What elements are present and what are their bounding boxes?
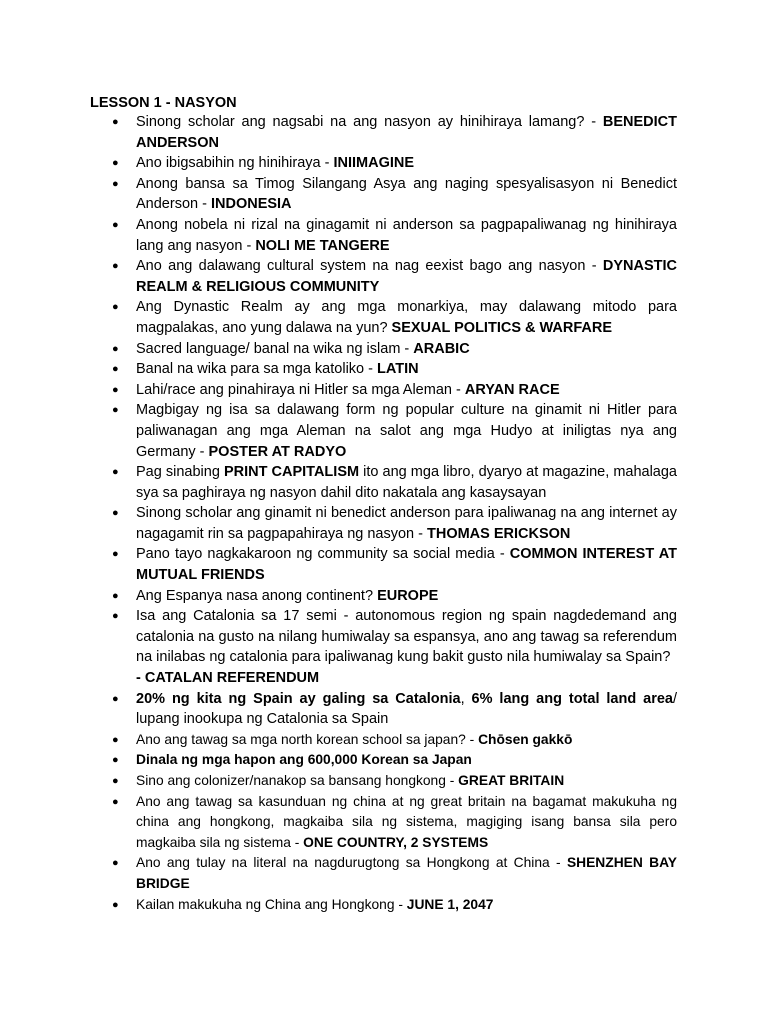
list-item (112, 297, 677, 338)
bullet-icon: ● (112, 898, 119, 911)
answer-text: EUROPE (377, 587, 439, 604)
answer-text: INDONESIA (210, 196, 292, 213)
list-item (112, 462, 678, 503)
question-text: Kailan makukuha ng China ang Hongkong - (136, 896, 407, 912)
list-item (112, 503, 677, 544)
question-text: Anong bansa sa Timog Silangang Asya ang naging spesyalisasyon ni Benedict Anderson - (136, 175, 677, 213)
answer-text: ARABIC (413, 340, 470, 357)
question-text: Ano ang dalawang cultural system na nag eexist bago ang nasyon - (136, 258, 603, 275)
list-item (112, 853, 678, 894)
question-text: Pano tayo nagkakaroon ng community sa social media - (136, 546, 510, 563)
bullet-icon: ● (112, 857, 119, 870)
bullet-icon: ● (112, 342, 119, 355)
list-item (112, 380, 677, 401)
answer-text: PRINT CAPITALISM (223, 464, 360, 481)
question-text-continued: / lupang inookupa ng Catalonia sa Spain (136, 690, 678, 728)
bullet-icon: ● (112, 466, 119, 479)
question-text: Ano ang tulay na literal na nagdurugtong sa Hongkong at China - (136, 855, 567, 871)
answer-text: COMMON INTEREST AT MUTUAL FRIENDS (136, 546, 677, 584)
bullet-icon: ● (112, 548, 119, 561)
question-text: Ano ang tawag sa kasunduan ng china at ng great britain na bagamat makukuha ng china ang hongkong, magkaiba sila ng sistema, magiging isang bansa sila pero magkaiba sila ng sistema - (136, 793, 677, 850)
answer-text: Chōsen gakkō (478, 731, 573, 747)
bullet-icon: ● (112, 301, 119, 314)
answer-text: - CATALAN REFERENDUM (136, 670, 320, 687)
list-item (112, 359, 677, 380)
answer-text: LATIN (377, 361, 419, 378)
question-text: Magbigay ng isa sa dalawang form ng popular culture na ginamit ni Hitler para paliwanagan ang mga Aleman na salot ang mga Hudyo at iniligtas nya ang Germany - (136, 402, 677, 460)
list-item (112, 256, 677, 297)
list-item (112, 771, 677, 792)
bullet-icon: ● (112, 775, 119, 787)
question-list (0, 112, 768, 915)
question-text: Lahi/race ang pinahiraya ni Hitler sa mga Aleman - (136, 381, 465, 398)
answer-text: NOLI ME TANGERE (255, 237, 390, 254)
bullet-icon: ● (112, 116, 119, 128)
question-text: Ang Espanya nasa anong continent? (136, 587, 378, 604)
answer-text: ONE COUNTRY, 2 SYSTEMS (303, 834, 489, 850)
list-item (112, 153, 677, 174)
answer-text: GREAT BRITAIN (458, 773, 565, 788)
bullet-icon: ● (112, 795, 119, 808)
answer-text: SEXUAL POLITICS & WARFARE (391, 319, 613, 336)
list-item (112, 400, 677, 462)
bullet-icon: ● (112, 404, 119, 417)
list-item (112, 339, 677, 360)
answer-text: JUNE 1, 2047 (406, 896, 494, 912)
answer-text: 20% ng kita ng Spain ay galing sa Catalonia (136, 690, 461, 707)
answer-text: INIIMAGINE (333, 155, 415, 172)
list-item (112, 895, 677, 916)
answer-text-2: 6% lang ang total land area (471, 690, 673, 707)
question-text: Pag sinabing (136, 464, 224, 481)
list-item (112, 586, 677, 607)
list-item (112, 174, 677, 215)
bullet-icon: ● (112, 733, 119, 746)
bullet-icon: ● (112, 157, 119, 170)
bullet-icon: ● (112, 260, 119, 273)
question-text-continued: ito ang mga libro, dyaryo at magazine, mahalaga sya sa paghiraya ng nasyon dahil dito nakatala ang kasaysayan (136, 464, 678, 501)
question-text: Isa ang Catalonia sa 17 semi - autonomous region ng spain nagdedemand ang catalonia na gusto na nilang humiwalay sa espansya, ano ang tawag sa referendum na inilabas ng catalonia para ipaliwanag kung bakit gusto nila humiwalay sa Spain? (136, 608, 677, 666)
answer-text: DYNASTIC REALM & RELIGIOUS COMMUNITY (136, 258, 677, 295)
answer-text: BENEDICT ANDERSON (136, 114, 677, 151)
bullet-icon: ● (112, 754, 119, 767)
list-item (112, 112, 677, 153)
bullet-icon: ● (112, 589, 119, 602)
question-text: Sinong scholar ang ginamit ni benedict anderson para ipaliwanag na ang internet ay nagagamit rin sa pagpapahiraya ng nasyon - (136, 505, 677, 542)
bullet-icon: ● (112, 218, 119, 231)
question-text: Banal na wika para sa mga katoliko - (136, 361, 377, 378)
question-text: Anong nobela ni rizal na ginagamit ni anderson sa pagpapaliwanag ng hinihiraya lang ang nasyon - (136, 216, 677, 254)
question-text: Ang Dynastic Realm ay ang mga monarkiya, may dalawang mitodo para magpalakas, ano yung dalawa na yun? (136, 299, 677, 336)
separator-text: , (460, 690, 472, 707)
question-text: Sino ang colonizer/nanakop sa bansang hongkong - (136, 773, 459, 788)
question-text: Sinong scholar ang nagsabi na ang nasyon ay hinihiraya lamang? - (136, 114, 603, 130)
question-text: Ano ibigsabihin ng hinihiraya - (136, 155, 334, 172)
list-item (112, 544, 677, 585)
answer-text: THOMAS ERICKSON (427, 525, 571, 542)
lesson-title: LESSON 1 - NASYON (90, 95, 237, 111)
list-item (112, 792, 677, 854)
answer-text: ARYAN RACE (464, 381, 560, 398)
bullet-icon: ● (112, 610, 119, 623)
question-text: Ano ang tawag sa mga north korean school sa japan? - (136, 731, 479, 747)
list-item (112, 606, 677, 688)
bullet-icon: ● (112, 692, 119, 705)
question-text: Sacred language/ banal na wika ng islam - (136, 340, 414, 357)
answer-text: Dinala ng mga hapon ang 600,000 Korean sa Japan (136, 752, 472, 768)
bullet-icon: ● (112, 177, 119, 190)
list-item (112, 750, 677, 771)
bullet-icon: ● (112, 363, 119, 376)
answer-text: POSTER AT RADYO (208, 443, 347, 460)
list-item (112, 215, 677, 256)
list-item (112, 730, 677, 751)
bullet-icon: ● (112, 383, 119, 396)
bullet-icon: ● (112, 507, 119, 520)
list-item (112, 689, 678, 730)
answer-text: SHENZHEN BAY BRIDGE (136, 855, 678, 891)
